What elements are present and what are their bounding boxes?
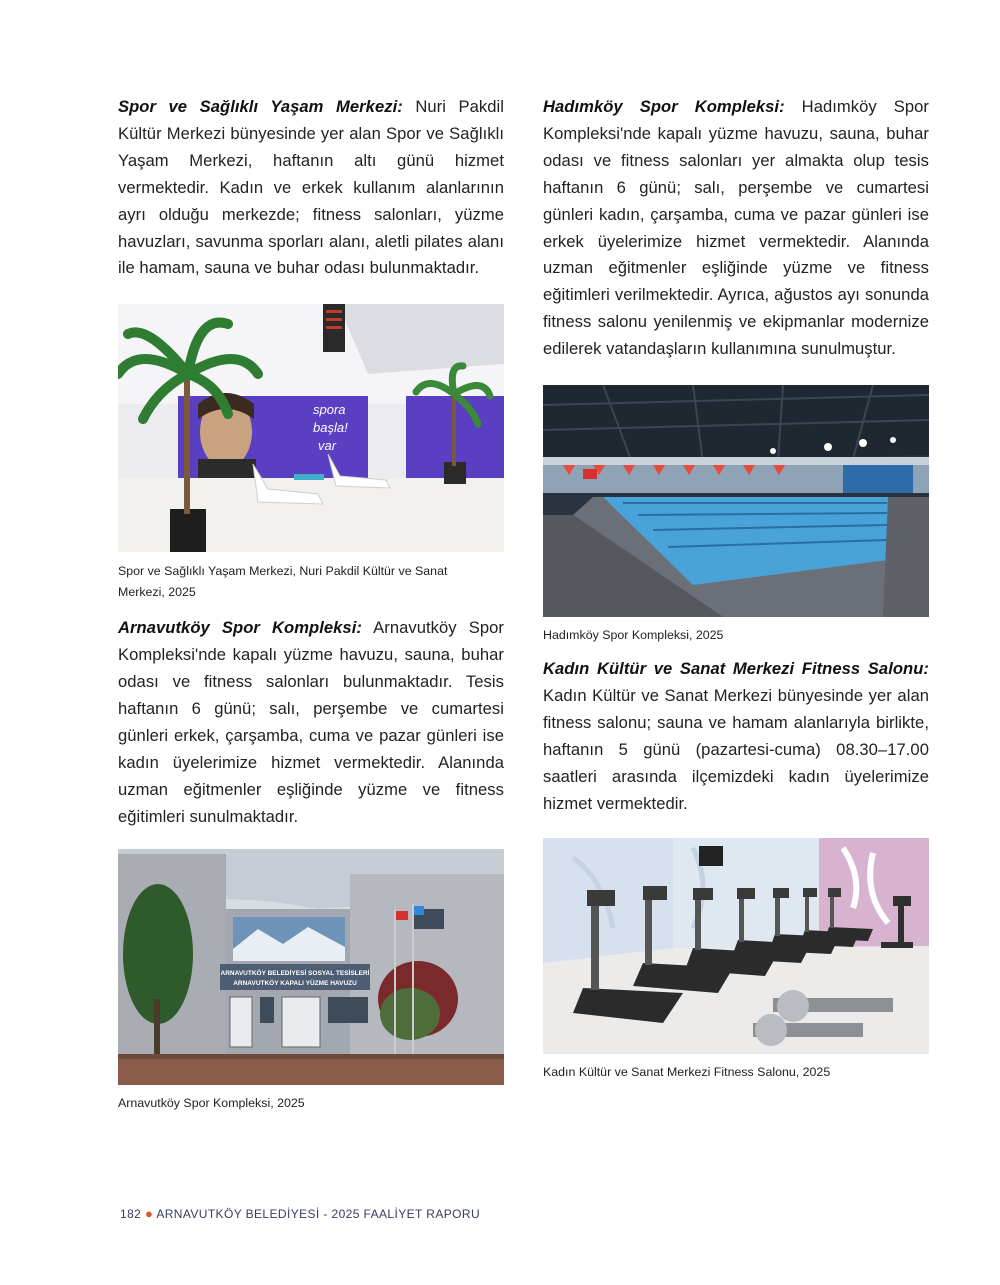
- footer-report: 2025 FAALİYET RAPORU: [331, 1207, 481, 1221]
- footer-separator: -: [323, 1207, 328, 1221]
- section-body: Hadımköy Spor Kompleksi'nde kapalı yüzme havuzu, sauna, buhar odası ve fitness salonları yer almakta olup tesis haftanın 6 günü; salı, perşembe ve cumartesi günleri kadın, çarşamba, cuma ve pazar günleri ise erkek üyelerimize hizmet vermektedir. Alanında uzman eğitmenler eşliğinde yüzme ve fitness eğitimleri verilmektedir. Ayrıca, ağustos ayı sonunda fitness salonu yenilenmiş ve ekipmanlar modernize edilerek vatandaşların kullanımına sunulmuştur.: [543, 97, 930, 359]
- wall-text-2: başla!: [313, 420, 348, 436]
- photo-arnavutkoy-spor: [118, 849, 504, 1085]
- section-body: Kadın Kültür ve Sanat Merkezi bünyesinde yer alan fitness salonu; sauna ve hamam alanlarıyla birlikte, haftanın 5 günü (pazartesi-cuma) 08.30–17.00 saatleri arasında ilçemizdeki kadın üyelerimize hizmet vermektedir.: [543, 685, 929, 813]
- section-hadimkoy-spor: [543, 94, 929, 363]
- left-column: [118, 94, 504, 1114]
- section-body: Nuri Pakdil Kültür Merkezi bünyesinde yer alan Spor ve Sağlıklı Yaşam Merkezi, haftanın altı günü hizmet vermektedir. Kadın ve erkek kullanım alanlarının ayrı olduğu merkezde; fitness salonları, yüzme havuzları, savunma sporları alanı, aletli pilates alanı ile hamam, sauna ve buhar odası bulunmaktadır.: [118, 97, 504, 278]
- section-title: Spor ve Sağlıklı Yaşam Merkezi:: [118, 97, 403, 116]
- wall-text-1: spora: [313, 402, 346, 418]
- section-spor-saglikli-yasam: [118, 94, 504, 282]
- section-kadin-kultur-fitness: [543, 656, 929, 817]
- right-column: [543, 94, 929, 1083]
- bullet-dot-icon: ●: [144, 1206, 154, 1221]
- page-footer: [120, 1206, 480, 1221]
- section-title: Kadın Kültür ve Sanat Merkezi Fitness Salonu:: [543, 659, 929, 679]
- building-sign-line-2: ARNAVUTKÖY KAPALI YÜZME HAVUZU: [233, 979, 357, 987]
- photo-hadimkoy-spor: [543, 385, 929, 617]
- wall-text-3: var: [318, 438, 337, 454]
- section-title: Hadımköy Spor Kompleksi:: [543, 97, 785, 116]
- footer-org: ARNAVUTKÖY BELEDİYESİ: [156, 1207, 320, 1221]
- photo-caption: Kadın Kültür ve Sanat Merkezi Fitness Salonu, 2025: [543, 1064, 831, 1079]
- photo-caption: Arnavutköy Spor Kompleksi, 2025: [118, 1095, 305, 1110]
- building-sign-line-1: ARNAVUTKÖY BELEDİYESİ SOSYAL TESİSLERİ: [220, 969, 370, 977]
- photo-spor-saglikli-yasam: [118, 304, 504, 552]
- section-title: Arnavutköy Spor Kompleksi:: [118, 618, 362, 638]
- photo-kadin-kultur-fitness: [543, 838, 929, 1054]
- section-body: Arnavutköy Spor Kompleksi'nde kapalı yüzme havuzu, sauna, buhar odası ve fitness salonları bulunmaktadır. Tesis haftanın 6 günü; salı, perşembe ve cumartesi günleri erkek, çarşamba, cuma ve pazar günleri ise kadın üyelerimize hizmet vermektedir. Alanında uzman eğitmenler eşliğinde yüzme ve fitness eğitimleri sunulmaktadır.: [118, 618, 504, 826]
- photo-caption: Spor ve Sağlıklı Yaşam Merkezi, Nuri Pakdil Kültür ve Sanat Merkezi, 2025: [118, 564, 448, 600]
- page-number: 182: [120, 1207, 142, 1221]
- photo-caption: Hadımköy Spor Kompleksi, 2025: [543, 628, 724, 643]
- section-arnavutkoy-spor: [118, 615, 504, 830]
